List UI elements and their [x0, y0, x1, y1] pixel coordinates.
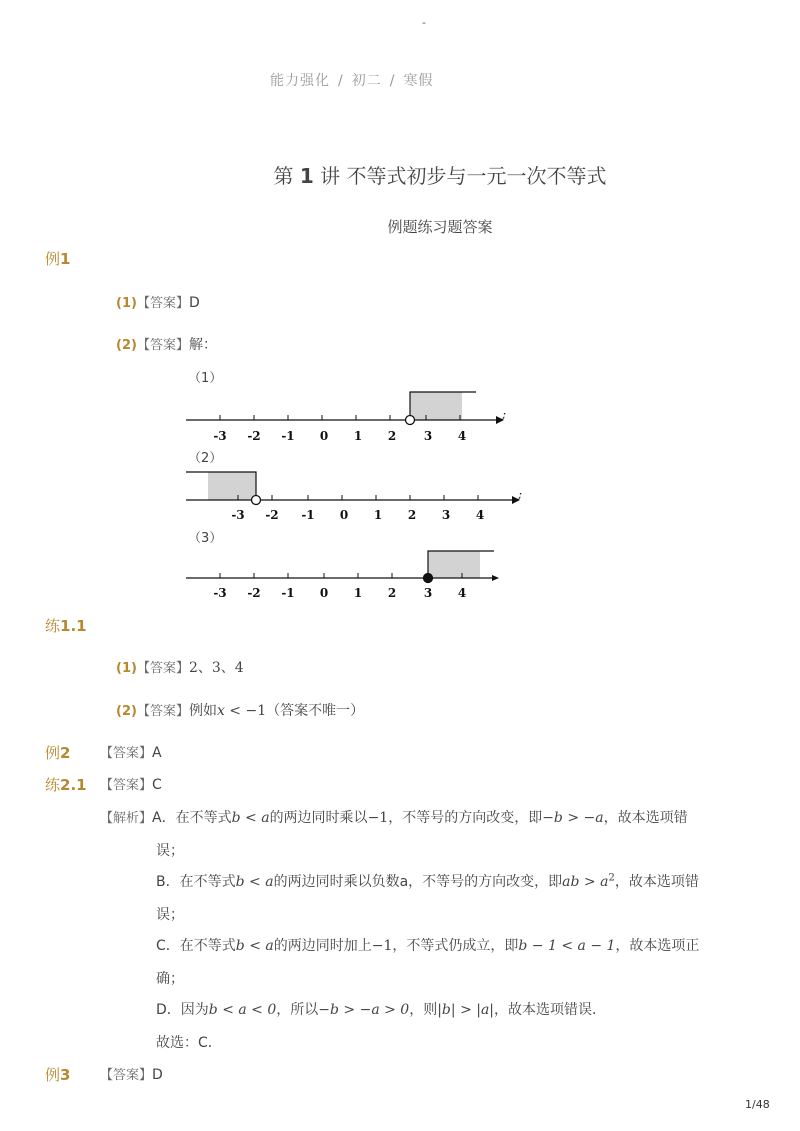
analysis-line-a	[100, 807, 688, 827]
answer-bracket: 【答案】	[136, 338, 189, 353]
math-exponent: 2	[608, 872, 615, 884]
semicolon: ;	[502, 407, 507, 421]
tick-label: -3	[213, 429, 227, 443]
analysis-line-d	[156, 999, 606, 1019]
text: D．因为	[156, 1002, 209, 1018]
tick-label: 0	[339, 508, 349, 522]
text: ，故本选项错误．	[494, 1002, 607, 1018]
text: ，不等式仍成立，即	[392, 938, 519, 954]
answer-bracket: 【答案】	[100, 778, 153, 793]
breadcrumb-separator: /	[338, 73, 344, 89]
tick-label: 1	[353, 429, 363, 443]
breadcrumb-item: 寒假	[403, 73, 434, 89]
example-2-label	[45, 742, 70, 763]
answer-bracket: 【答案】	[136, 296, 189, 311]
answer-note: （答案不唯一）	[266, 703, 365, 719]
tick-label: -2	[247, 429, 261, 443]
label-number: 2	[60, 744, 71, 762]
math: b < a < 0	[208, 1002, 277, 1018]
answer-value: D	[152, 1067, 163, 1083]
answer-value: 2、3、4	[188, 660, 244, 676]
text: A．在不等式	[152, 810, 232, 826]
math: −1	[371, 938, 393, 954]
part-label-2: （2）	[188, 451, 223, 466]
text: ，故本选项错	[603, 810, 688, 826]
tick-label: 4	[457, 429, 467, 443]
closed-endpoint	[424, 574, 433, 583]
semicolon: ;	[518, 487, 523, 501]
label-number: 1.1	[60, 617, 87, 635]
question-tag: (2)	[116, 338, 137, 353]
tick-label: 3	[423, 429, 433, 443]
text: ，所以	[276, 1002, 319, 1018]
analysis-line-a-cont: 误；	[156, 843, 184, 859]
lx11-q2	[116, 700, 364, 720]
question-tag: (1)	[116, 296, 137, 311]
breadcrumb-item: 能力强化	[270, 73, 330, 89]
label-prefix: 例	[45, 1066, 61, 1084]
axis-arrow	[492, 575, 499, 581]
title-text: 讲 不等式初步与一元一次不等式	[320, 164, 607, 188]
label-number: 3	[60, 1066, 71, 1084]
math: −1	[367, 810, 389, 826]
label-number: 1	[60, 250, 71, 268]
analysis-line-c	[156, 935, 699, 955]
ex3-answer	[100, 1064, 163, 1083]
title-number: 1	[299, 164, 314, 188]
question-tag: (2)	[116, 704, 137, 719]
analysis-line-b-cont: 误；	[156, 907, 184, 923]
tick-label: -3	[231, 508, 245, 522]
part-label-1: （1）	[188, 371, 223, 386]
exercise-2-1-label	[45, 774, 87, 795]
analysis-bracket: 【解析】	[100, 811, 153, 826]
tick-label: 2	[407, 508, 417, 522]
answer-prefix: 例如	[188, 703, 217, 719]
label-prefix: 例	[45, 744, 61, 762]
breadcrumb-item: 初二	[351, 73, 382, 89]
answer-bracket: 【答案】	[100, 746, 153, 761]
header-dash: -	[422, 16, 426, 29]
math: b	[231, 810, 241, 826]
breadcrumb-separator: /	[389, 73, 396, 89]
solution-region	[410, 392, 462, 420]
analysis-line-c-cont: 确；	[156, 971, 184, 987]
label-number: 2.1	[60, 776, 87, 794]
page-subtitle: 例题练习题答案	[387, 218, 493, 236]
solution-region	[208, 472, 256, 500]
tick-label: 2	[387, 586, 397, 600]
number-line-1	[186, 392, 506, 443]
label-prefix: 练	[45, 617, 61, 635]
answer-bracket: 【答案】	[136, 661, 189, 676]
math: b	[235, 938, 245, 954]
answer-value: 解：	[188, 337, 217, 353]
answer-bracket: 【答案】	[136, 704, 189, 719]
number-line-3	[186, 551, 499, 600]
tick-label: 1	[353, 586, 363, 600]
text: 的两边同时乘以	[269, 810, 368, 826]
tick-label: 1	[373, 508, 383, 522]
analysis-conclusion: 故选：C．	[156, 1035, 222, 1051]
math: <	[240, 810, 262, 826]
tick-label: 2	[387, 429, 397, 443]
question-tag: (1)	[116, 661, 137, 676]
tick-label: -3	[213, 586, 227, 600]
answer-value: A	[152, 745, 162, 761]
text: ，故本选项错	[614, 874, 699, 890]
text: ，则	[409, 1002, 438, 1018]
math: −b > −a	[542, 810, 604, 826]
tick-label: -2	[247, 586, 261, 600]
math: a	[265, 874, 274, 890]
lx11-q1	[116, 657, 244, 677]
text: 的两边同时加上	[273, 938, 372, 954]
answer-value: D	[188, 295, 200, 311]
solution-region	[428, 551, 480, 578]
tick-label: 0	[319, 429, 329, 443]
tick-label: 0	[319, 586, 329, 600]
text: B．在不等式	[156, 874, 236, 890]
math: −b > −a > 0	[318, 1002, 410, 1018]
page-number: 1/48	[745, 1098, 770, 1111]
ex2-answer	[100, 742, 162, 761]
open-endpoint	[252, 496, 261, 505]
text: ，故本选项正	[615, 938, 700, 954]
text: ，不等号的方向改变，即	[388, 810, 543, 826]
title-prefix: 第	[273, 164, 294, 188]
tick-label: 3	[441, 508, 451, 522]
label-prefix: 练	[45, 776, 61, 794]
tick-label: -1	[281, 429, 295, 443]
math: ab > a	[562, 874, 609, 890]
answer-value: C	[152, 777, 162, 793]
part-label-3: （3）	[188, 531, 223, 546]
math: b	[235, 874, 245, 890]
answer-variable: x	[216, 703, 225, 719]
math: |b| > |a|	[437, 1002, 495, 1018]
text: C．在不等式	[156, 938, 236, 954]
label-prefix: 例	[45, 250, 61, 268]
analysis-line-b	[156, 871, 699, 891]
answer-relation: < −1	[224, 703, 267, 719]
lx21-answer	[100, 774, 162, 793]
tick-label: -1	[281, 586, 295, 600]
text: 的两边同时乘以负数a，不等号的方向改变，即	[273, 874, 563, 890]
math: a	[265, 938, 274, 954]
math: a	[261, 810, 270, 826]
math: <	[244, 938, 266, 954]
tick-label: 4	[457, 586, 467, 600]
exercise-1-1-label	[45, 615, 87, 636]
example-3-label	[45, 1064, 70, 1085]
open-endpoint	[406, 416, 415, 425]
math: b − 1 < a − 1	[518, 938, 616, 954]
math: <	[244, 874, 266, 890]
tick-label: 3	[423, 586, 433, 600]
tick-label: 4	[475, 508, 485, 522]
tick-label: -1	[301, 508, 315, 522]
tick-label: -2	[265, 508, 279, 522]
number-line-2	[186, 472, 522, 522]
answer-bracket: 【答案】	[100, 1068, 153, 1083]
